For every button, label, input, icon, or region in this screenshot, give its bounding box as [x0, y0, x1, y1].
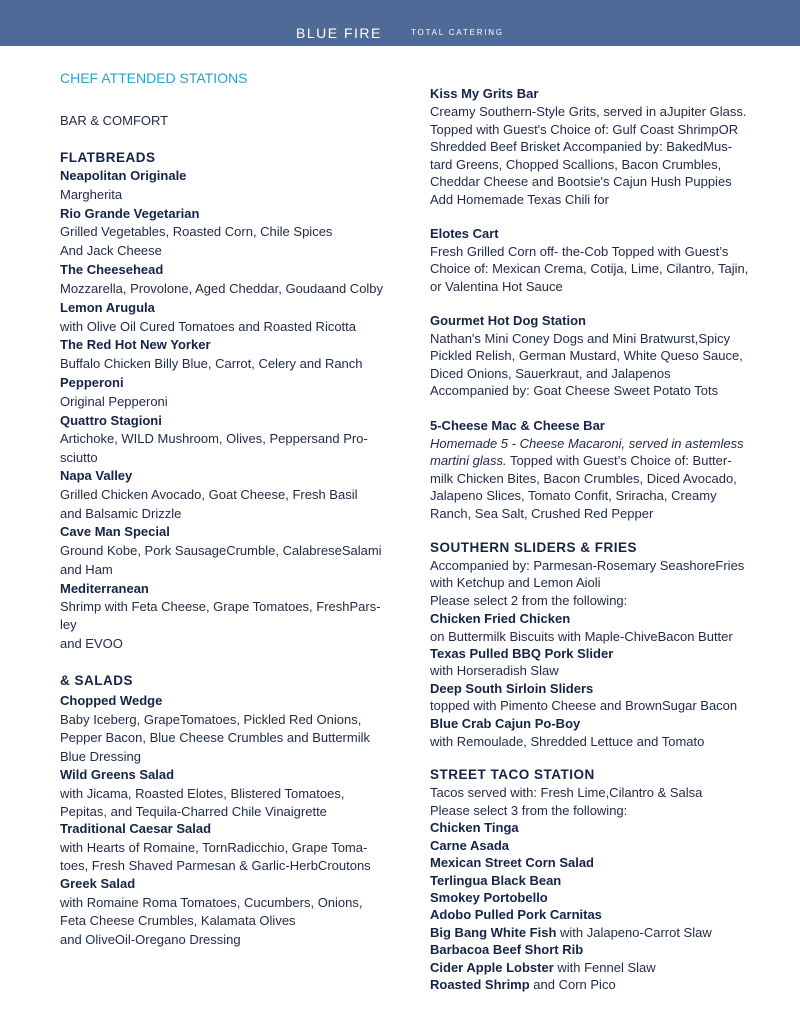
slider-name: Deep South Sirloin Sliders — [430, 681, 594, 696]
flatbread-desc: sciutto — [60, 450, 98, 465]
salad-name: Greek Salad — [60, 876, 136, 891]
sliders-intro: Please select 2 from the following: — [430, 593, 628, 608]
flatbread-desc: Artichoke, WILD Mushroom, Olives, Peppersand Pro- — [60, 431, 368, 446]
station-desc: Nathan's Mini Coney Dogs and Mini Bratwurst,Spicy — [430, 331, 731, 346]
sliders-intro: Accompanied by: Parmesan-Rosemary SeashoreFries — [430, 558, 745, 573]
station-desc: or Valentina Hot Sauce — [430, 279, 563, 294]
flatbread-desc: And Jack Cheese — [60, 243, 162, 258]
flatbread-desc: and Ham — [60, 562, 113, 577]
station-desc: Fresh Grilled Corn off- the-Cob Topped with Guest’s — [430, 244, 729, 259]
tacos-intro: Please select 3 from the following: — [430, 803, 628, 818]
taco-name: Adobo Pulled Pork Carnitas — [430, 907, 602, 922]
salad-desc: Pepitas, and Tequila-Charred Chile Vinaigrette — [60, 804, 327, 819]
bar-comfort-label: BAR & COMFORT — [60, 113, 169, 128]
slider-desc: topped with Pimento Cheese and BrownSugar Bacon — [430, 698, 738, 713]
taco-suffix: with Jalapeno-Carrot Slaw — [556, 925, 712, 940]
flatbreads-heading: FLATBREADS — [60, 150, 156, 165]
station-desc: Jalapeno Slices, Tomato Confit, Sriracha, Creamy — [430, 488, 717, 503]
salads-heading: & SALADS — [60, 673, 134, 688]
slider-desc: with Remoulade, Shredded Lettuce and Tomato — [430, 734, 705, 749]
flatbread-desc: Margherita — [60, 187, 123, 202]
station-desc: Add Homemade Texas Chili for — [430, 192, 609, 207]
flatbread-desc: and Balsamic Drizzle — [60, 506, 182, 521]
flatbread-name: Napa Valley — [60, 468, 133, 483]
flatbread-name: Mediterranean — [60, 581, 149, 596]
page-header-bar — [0, 0, 800, 46]
station-desc-italic: Homemade 5 - Cheese Macaroni, served in astemless — [430, 436, 744, 451]
flatbread-name: Rio Grande Vegetarian — [60, 206, 200, 221]
taco-item — [430, 855, 594, 871]
flatbread-desc: Grilled Chicken Avocado, Goat Cheese, Fresh Basil — [60, 487, 358, 502]
taco-item — [430, 977, 616, 993]
salad-desc: Baby Iceberg, GrapeTomatoes, Pickled Red Onions, — [60, 712, 362, 727]
slider-name: Chicken Fried Chicken — [430, 611, 571, 626]
flatbread-name: Neapolitan Originale — [60, 168, 187, 183]
taco-suffix: with Fennel Slaw — [553, 960, 656, 975]
station-name: Elotes Cart — [430, 226, 499, 241]
flatbread-desc: Original Pepperoni — [60, 394, 168, 409]
taco-item — [430, 838, 509, 854]
slider-name: Texas Pulled BBQ Pork Slider — [430, 646, 614, 661]
flatbread-desc: with Olive Oil Cured Tomatoes and Roasted Ricotta — [60, 319, 357, 334]
tacos-intro: Tacos served with: Fresh Lime,Cilantro & Salsa — [430, 785, 703, 800]
taco-name: Cider Apple Lobster — [430, 960, 554, 975]
salad-desc: with Hearts of Romaine, TornRadicchio, Grape Toma- — [60, 840, 368, 855]
station-desc-italic: martini glass. — [430, 453, 507, 468]
salad-desc: with Jicama, Roasted Elotes, Blistered Tomatoes, — [60, 786, 345, 801]
station-desc: tard Greens, Chopped Scallions, Bacon Crumbles, — [430, 157, 722, 172]
salad-desc: Pepper Bacon, Blue Cheese Crumbles and Buttermilk — [60, 730, 370, 745]
taco-name: Chicken Tinga — [430, 820, 519, 835]
taco-item — [430, 907, 602, 923]
station-desc: Accompanied by: Goat Cheese Sweet Potato Tots — [430, 383, 719, 398]
flatbread-desc: Grilled Vegetables, Roasted Corn, Chile Spices — [60, 224, 333, 239]
taco-name: Roasted Shrimp — [430, 977, 530, 992]
taco-suffix: and Corn Pico — [529, 977, 616, 992]
flatbread-name: Lemon Arugula — [60, 300, 155, 315]
station-desc: Ranch, Sea Salt, Crushed Red Pepper — [430, 506, 654, 521]
flatbread-desc: Buffalo Chicken Billy Blue, Carrot, Celery and Ranch — [60, 356, 363, 371]
flatbread-name: Pepperoni — [60, 375, 124, 390]
flatbread-name: The Red Hot New Yorker — [60, 337, 211, 352]
station-desc: Shredded Beef Brisket Accompanied by: BakedMus- — [430, 139, 733, 154]
taco-item — [430, 820, 519, 836]
station-desc: Topped with Guest’s Choice of: Butter- — [506, 453, 732, 468]
station-name: Gourmet Hot Dog Station — [430, 313, 586, 328]
station-desc — [430, 453, 732, 469]
station-desc: Cheddar Cheese and Bootsie's Cajun Hush Puppies — [430, 174, 732, 189]
station-desc: Creamy Southern-Style Grits, served in aJupiter Glass. — [430, 104, 747, 119]
tacos-heading: STREET TACO STATION — [430, 767, 595, 782]
station-desc: Pickled Relish, German Mustard, White Queso Sauce, — [430, 348, 743, 363]
taco-item — [430, 960, 656, 976]
sliders-intro: with Ketchup and Lemon Aioli — [430, 575, 601, 590]
taco-name: Barbacoa Beef Short Rib — [430, 942, 584, 957]
station-name: Kiss My Grits Bar — [430, 86, 539, 101]
salad-desc: with Romaine Roma Tomatoes, Cucumbers, Onions, — [60, 895, 363, 910]
slider-desc: with Horseradish Slaw — [430, 663, 559, 678]
taco-item — [430, 890, 548, 906]
flatbread-desc: ley — [60, 617, 77, 632]
salad-name: Wild Greens Salad — [60, 767, 175, 782]
salad-desc: Blue Dressing — [60, 749, 141, 764]
flatbread-name: Quattro Stagioni — [60, 413, 162, 428]
salad-desc: and OliveOil-Oregano Dressing — [60, 932, 241, 947]
flatbread-name: The Cheesehead — [60, 262, 164, 277]
station-desc: milk Chicken Bites, Bacon Crumbles, Diced Avocado, — [430, 471, 737, 486]
flatbread-name: Cave Man Special — [60, 524, 170, 539]
flatbread-desc: and EVOO — [60, 636, 123, 651]
slider-desc: on Buttermilk Biscuits with Maple-ChiveBacon Butter — [430, 629, 733, 644]
salad-desc: Feta Cheese Crumbles, Kalamata Olives — [60, 913, 296, 928]
salad-name: Chopped Wedge — [60, 693, 163, 708]
slider-name: Blue Crab Cajun Po-Boy — [430, 716, 581, 731]
sliders-heading: SOUTHERN SLIDERS & FRIES — [430, 540, 638, 555]
station-desc: Choice of: Mexican Crema, Cotija, Lime, Cilantro, Tajin, — [430, 261, 749, 276]
taco-item — [430, 873, 561, 889]
taco-name: Mexican Street Corn Salad — [430, 855, 594, 870]
taco-item — [430, 925, 712, 941]
brand-tagline: TOTAL CATERING — [411, 28, 504, 37]
station-desc: Topped with Guest's Choice of: Gulf Coast ShrimpOR — [430, 122, 739, 137]
taco-name: Smokey Portobello — [430, 890, 548, 905]
flatbread-desc: Ground Kobe, Pork SausageCrumble, CalabreseSalami — [60, 543, 382, 558]
section-title: CHEF ATTENDED STATIONS — [60, 70, 248, 86]
flatbread-desc: Mozzarella, Provolone, Aged Cheddar, Goudaand Colby — [60, 281, 384, 296]
taco-item — [430, 942, 583, 958]
station-desc: Diced Onions, Sauerkraut, and Jalapenos — [430, 366, 671, 381]
salad-name: Traditional Caesar Salad — [60, 821, 212, 836]
flatbread-desc: Shrimp with Feta Cheese, Grape Tomatoes, FreshPars- — [60, 599, 381, 614]
salad-desc: toes, Fresh Shaved Parmesan & Garlic-HerbCroutons — [60, 858, 371, 873]
station-name: 5-Cheese Mac & Cheese Bar — [430, 418, 605, 433]
taco-name: Carne Asada — [430, 838, 509, 853]
taco-name: Terlingua Black Bean — [430, 873, 562, 888]
brand-name: BLUE FIRE — [296, 25, 382, 41]
taco-name: Big Bang White Fish — [430, 925, 557, 940]
